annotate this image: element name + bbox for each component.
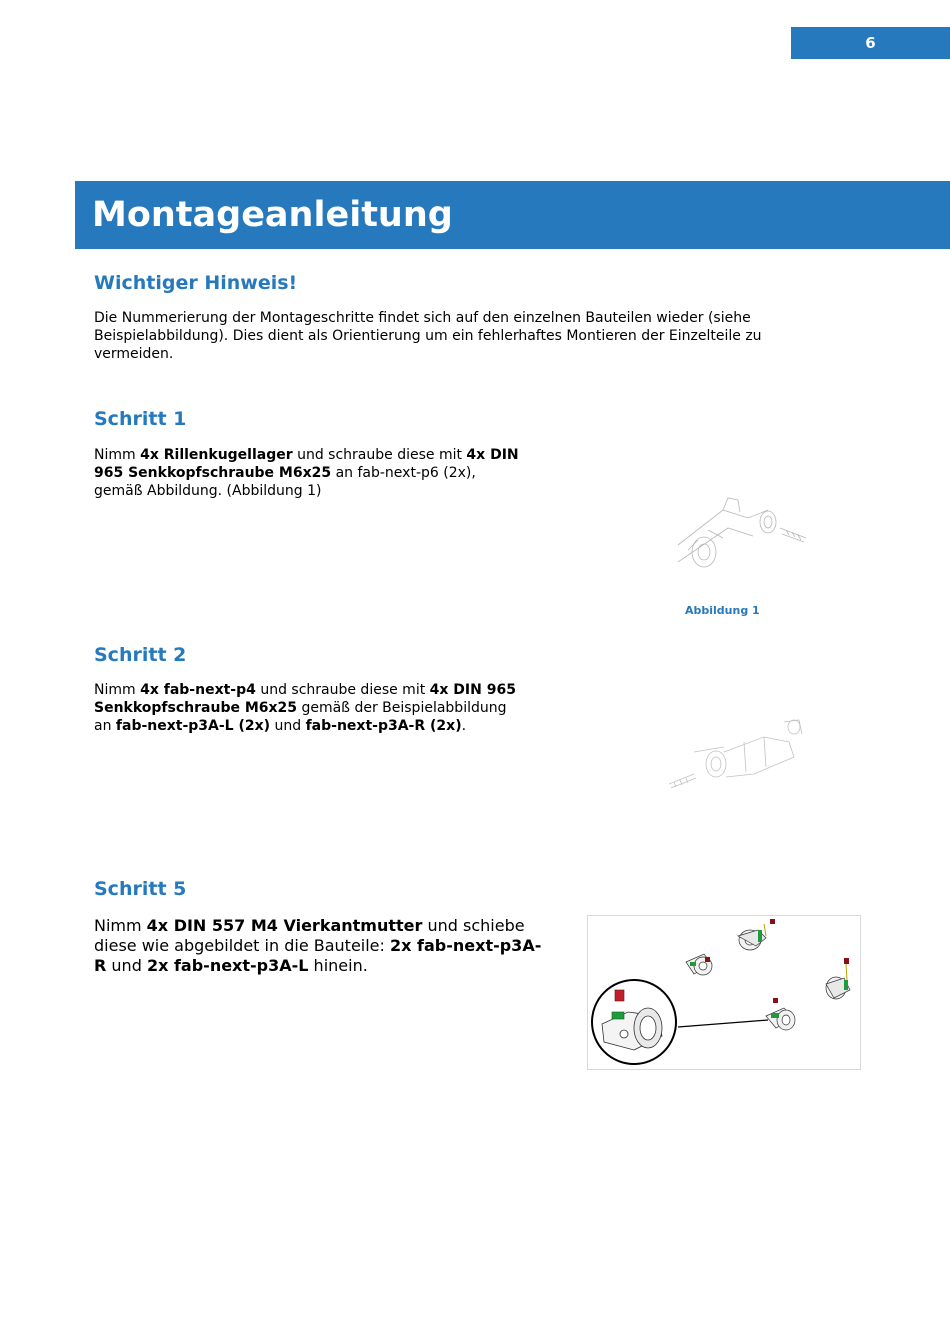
hinweis-line-3: vermeiden. <box>94 346 174 362</box>
step2-heading: Schritt 2 <box>94 644 187 666</box>
step5-text: Nimm 4x DIN 557 M4 Vierkantmutter und schiebe diese wie abgebildet in die Bauteile: 2x fab-next-p3A- R und 2x fab-next-p3A-L hinein. <box>94 916 542 975</box>
hinweis-line-2: Beispielabbildung). Dies dient als Orientierung um ein fehlerhaftes Montieren der Einzelteile zu <box>94 328 762 344</box>
hinweis-text <box>94 309 762 363</box>
step1-text: Nimm 4x Rillenkugellager und schraube diese mit 4x DIN 965 Senkkopfschraube M6x25 an fab-next-p6 (2x), gemäß Abbildung. (Abbildung 1) <box>94 447 519 499</box>
step2-figure <box>664 712 814 797</box>
hinweis-heading: Wichtiger Hinweis! <box>94 272 298 294</box>
step5-heading: Schritt 5 <box>94 878 187 900</box>
title-bar <box>75 181 950 249</box>
page-number: 6 <box>791 27 950 59</box>
page-title: Montageanleitung <box>92 195 453 235</box>
step1-figure <box>668 490 818 575</box>
step5-figure-drawing <box>588 916 860 1069</box>
step2-text: Nimm 4x fab-next-p4 und schraube diese mit 4x DIN 965 Senkkopfschraube M6x25 gemäß der Beispielabbildung an fab-next-p3A-L (2x) und fab-next-p3A-R (2x). <box>94 682 516 734</box>
hinweis-line-1: Die Nummerierung der Montageschritte findet sich auf den einzelnen Bauteilen wieder (siehe <box>94 310 751 326</box>
step1-heading: Schritt 1 <box>94 408 187 430</box>
step5-figure <box>587 915 861 1070</box>
figure-1-caption: Abbildung 1 <box>685 604 760 617</box>
